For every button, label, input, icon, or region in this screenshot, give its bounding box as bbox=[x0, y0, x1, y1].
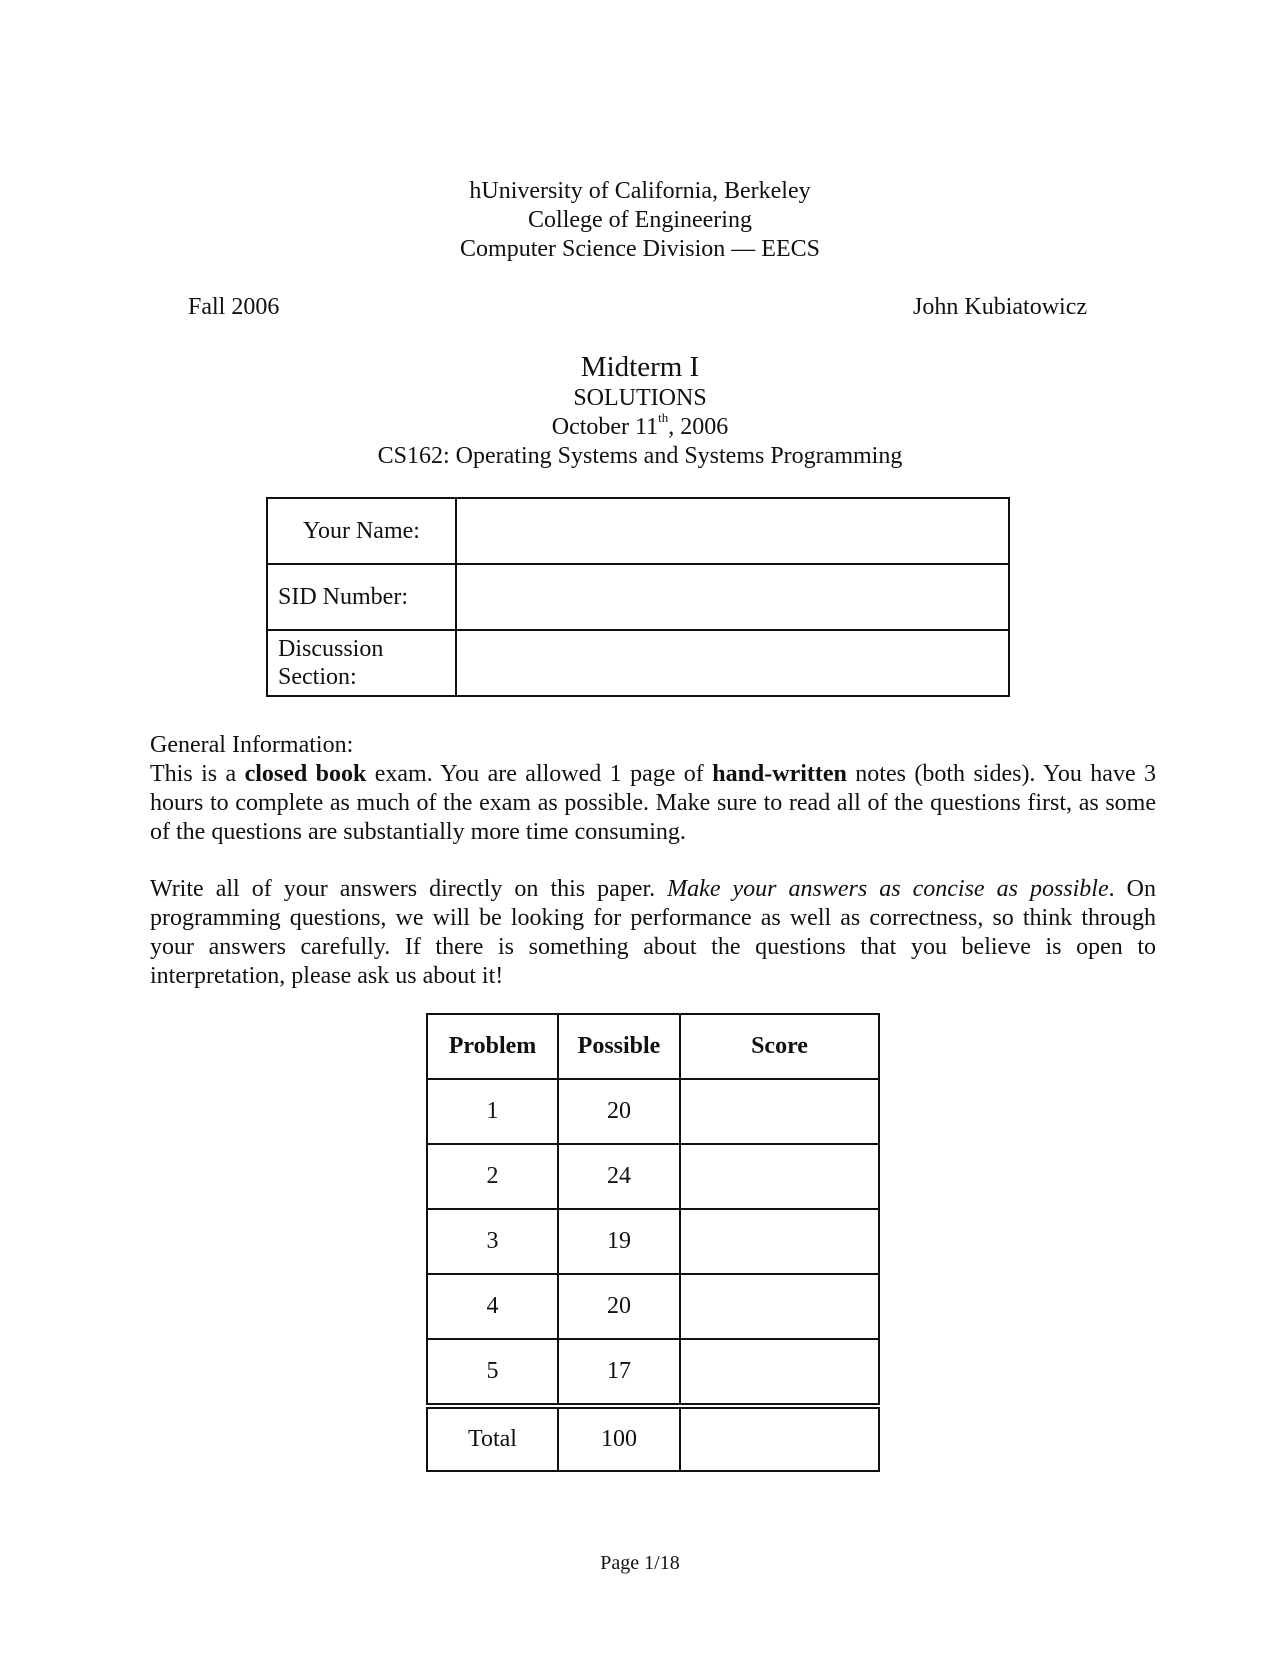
exam-subtitle: SOLUTIONS bbox=[573, 385, 707, 411]
possible-points: 20 bbox=[558, 1274, 680, 1339]
instructor: John Kubiatowicz bbox=[913, 294, 1087, 320]
sid-field[interactable] bbox=[456, 564, 1009, 630]
total-score-cell[interactable] bbox=[680, 1406, 879, 1471]
problem-number: 1 bbox=[427, 1079, 558, 1144]
score-cell[interactable] bbox=[680, 1079, 879, 1144]
header-possible: Possible bbox=[558, 1014, 680, 1079]
score-cell[interactable] bbox=[680, 1144, 879, 1209]
score-cell[interactable] bbox=[680, 1209, 879, 1274]
p1-closed-book: closed book bbox=[244, 761, 367, 787]
p1-text-e: notes (both sides). You have 3 hours to complete as much of the exam as possible. Make sure to read all of the questions first, as some of the questions are substantially more time consuming. bbox=[150, 761, 1157, 845]
university-name: hUniversity of California, Berkeley bbox=[469, 178, 811, 204]
header-problem: Problem bbox=[427, 1014, 558, 1079]
name-row bbox=[267, 498, 1009, 564]
name-field[interactable] bbox=[456, 498, 1009, 564]
possible-points: 17 bbox=[558, 1339, 680, 1406]
course-name: CS162: Operating Systems and Systems Programming bbox=[377, 443, 903, 469]
score-table bbox=[426, 1013, 880, 1472]
term: Fall 2006 bbox=[188, 294, 280, 320]
total-row bbox=[427, 1406, 879, 1471]
sid-label: SID Number: bbox=[267, 564, 456, 630]
score-table-header bbox=[427, 1014, 879, 1079]
exam-title: Midterm I bbox=[580, 351, 700, 383]
total-label: Total bbox=[427, 1406, 558, 1471]
problem-number: 5 bbox=[427, 1339, 558, 1406]
name-label: Your Name: bbox=[267, 498, 456, 564]
table-row bbox=[427, 1339, 879, 1406]
p2-text-a: Write all of your answers directly on this paper. bbox=[150, 876, 668, 902]
score-cell[interactable] bbox=[680, 1274, 879, 1339]
possible-points: 24 bbox=[558, 1144, 680, 1209]
p1-text-a: This is a bbox=[150, 761, 245, 787]
problem-number: 2 bbox=[427, 1144, 558, 1209]
score-cell[interactable] bbox=[680, 1339, 879, 1406]
section-row bbox=[267, 630, 1009, 696]
sid-row bbox=[267, 564, 1009, 630]
problem-number: 3 bbox=[427, 1209, 558, 1274]
p1-hand-written: hand-written bbox=[712, 761, 847, 787]
table-row bbox=[427, 1274, 879, 1339]
general-info-heading: General Information: bbox=[150, 732, 354, 758]
problem-number: 4 bbox=[427, 1274, 558, 1339]
exam-date-suffix: , 2006 bbox=[668, 414, 729, 440]
p2-text-c: . On programming questions, we will be looking for performance as well as correctness, so think through your answers carefully. If there is something about the questions that you believe is open to interpretation, please ask us about it! bbox=[150, 876, 1157, 989]
possible-points: 19 bbox=[558, 1209, 680, 1274]
p2-concise: Make your answers as concise as possible bbox=[667, 876, 1109, 902]
total-possible: 100 bbox=[558, 1406, 680, 1471]
general-info-paragraph-2 bbox=[150, 875, 1156, 991]
table-row bbox=[427, 1079, 879, 1144]
college-name: College of Engineering bbox=[528, 207, 752, 233]
student-info-table bbox=[266, 497, 1010, 697]
page-number: Page 1/18 bbox=[600, 1552, 680, 1574]
section-field[interactable] bbox=[456, 630, 1009, 696]
header-score: Score bbox=[680, 1014, 879, 1079]
section-label-line1: Discussion bbox=[278, 636, 384, 662]
section-label-line2: Section: bbox=[278, 664, 357, 690]
division-name: Computer Science Division — EECS bbox=[460, 236, 820, 262]
possible-points: 20 bbox=[558, 1079, 680, 1144]
general-info-paragraph-1 bbox=[150, 760, 1156, 847]
exam-date-sup: th bbox=[658, 410, 669, 425]
table-row bbox=[427, 1144, 879, 1209]
exam-date-prefix: October 11 bbox=[551, 414, 659, 440]
section-label bbox=[267, 630, 456, 696]
table-row bbox=[427, 1209, 879, 1274]
p1-text-c: exam. You are allowed 1 page of bbox=[366, 761, 713, 787]
exam-date bbox=[0, 412, 1280, 442]
